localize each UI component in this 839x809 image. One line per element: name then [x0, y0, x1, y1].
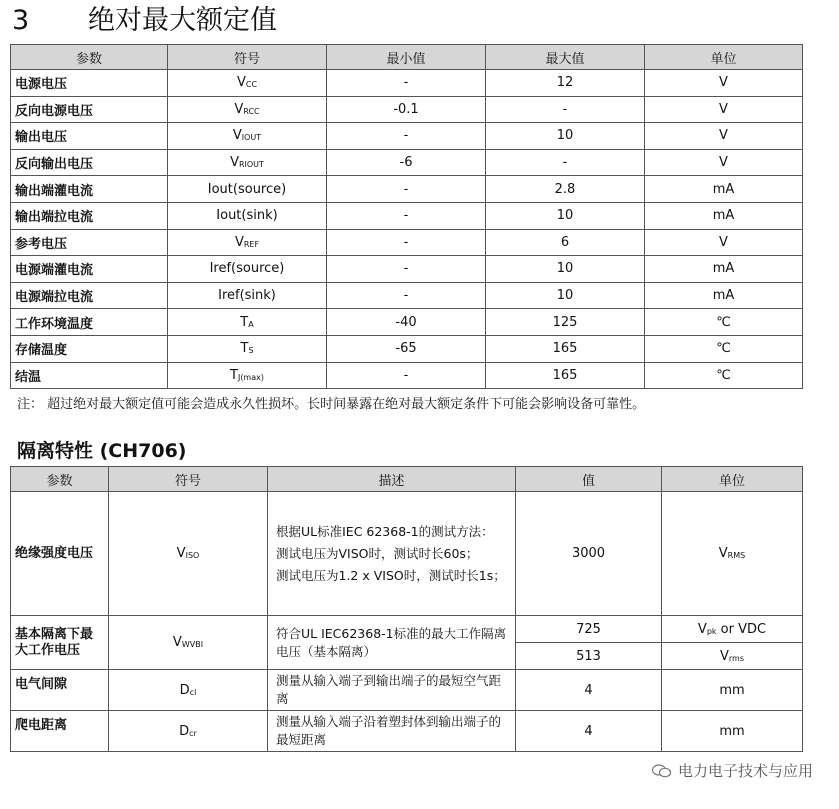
- param-cell: 电源端灌电流: [11, 256, 168, 283]
- description-line: 根据UL标准IEC 62368-1的测试方法：: [276, 523, 494, 539]
- description-cell: 测量从输入端子到输出端子的最短空气距离: [268, 670, 516, 711]
- table-row: [11, 176, 803, 203]
- value-cell: 4: [516, 711, 662, 752]
- max-value-cell: 12: [486, 70, 645, 97]
- min-value-cell: -: [327, 362, 486, 389]
- min-value-cell: -: [327, 70, 486, 97]
- max-value-cell: 165: [486, 362, 645, 389]
- unit-cell: V: [645, 96, 803, 123]
- table-row: [11, 123, 803, 150]
- max-value-cell: 10: [486, 202, 645, 229]
- column-header: 最大值: [486, 45, 645, 70]
- param-cell: 反向电源电压: [11, 96, 168, 123]
- table-header-row: [11, 467, 803, 492]
- table-row: [11, 492, 803, 616]
- min-value-cell: -: [327, 282, 486, 309]
- description-cell: 符合UL IEC62368-1标准的最大工作隔离电压（基本隔离）: [268, 616, 516, 670]
- symbol-cell: $D_{cr}$: [109, 711, 268, 752]
- unit-cell: mm: [662, 711, 803, 752]
- column-header: 描述: [268, 467, 516, 492]
- description-cell: [268, 492, 516, 616]
- max-value-cell: 10: [486, 282, 645, 309]
- table-row: [11, 335, 803, 362]
- value-cell: 513: [516, 643, 662, 670]
- symbol-cell: $V_{WVBI}$: [109, 616, 268, 670]
- symbol-cell: Iref(sink): [168, 282, 327, 309]
- max-value-cell: 2.8: [486, 176, 645, 203]
- section-heading: 绝对最大额定值: [88, 5, 277, 36]
- param-cell: 电源端拉电流: [11, 282, 168, 309]
- param-cell: 反向输出电压: [11, 149, 168, 176]
- param-cell: 存储温度: [11, 335, 168, 362]
- column-header: 最小值: [327, 45, 486, 70]
- symbol-cell: Iout(source): [168, 176, 327, 203]
- max-value-cell: -: [486, 149, 645, 176]
- symbol-cell: $T_{J(max)}$: [168, 362, 327, 389]
- column-header: 单位: [645, 45, 803, 70]
- table-row: [11, 670, 803, 711]
- symbol-cell: $V_{IOUT}$: [168, 123, 327, 150]
- param-cell: 结温: [11, 362, 168, 389]
- table-row: [11, 96, 803, 123]
- column-header: 单位: [662, 467, 803, 492]
- table-row: [11, 309, 803, 336]
- max-value-cell: -: [486, 96, 645, 123]
- table-header-row: [11, 45, 803, 70]
- param-cell: 输出端拉电流: [11, 202, 168, 229]
- section-title: [12, 4, 277, 38]
- max-value-cell: 125: [486, 309, 645, 336]
- table-row: [11, 229, 803, 256]
- param-cell: 输出端灌电流: [11, 176, 168, 203]
- table-row: [11, 282, 803, 309]
- column-header: 参数: [11, 467, 109, 492]
- unit-cell: mA: [645, 176, 803, 203]
- max-value-cell: 6: [486, 229, 645, 256]
- description-line: 测试电压为VISO时，测试时长60s；: [276, 545, 479, 561]
- unit-cell: mA: [645, 202, 803, 229]
- symbol-cell: $D_{cl}$: [109, 670, 268, 711]
- table-row: [11, 70, 803, 97]
- value-cell: 4: [516, 670, 662, 711]
- watermark-text: 电力电子技术与应用: [677, 762, 813, 780]
- unit-cell: mA: [645, 256, 803, 283]
- param-cell: 电气间隙: [11, 670, 109, 711]
- symbol-cell: $V_{REF}$: [168, 229, 327, 256]
- param-cell: 电源电压: [11, 70, 168, 97]
- section-heading-isolation: 隔离特性 (CH706): [17, 440, 187, 462]
- isolation-characteristics-table: [10, 466, 803, 752]
- min-value-cell: -0.1: [327, 96, 486, 123]
- min-value-cell: -: [327, 123, 486, 150]
- absolute-max-ratings-table: [10, 44, 803, 389]
- unit-cell: V: [645, 123, 803, 150]
- value-cell: 3000: [516, 492, 662, 616]
- max-value-cell: 10: [486, 256, 645, 283]
- param-cell: 输出电压: [11, 123, 168, 150]
- unit-cell: $V_{pk}$ or VDC: [662, 616, 803, 643]
- param-cell: 爬电距离: [11, 711, 109, 752]
- max-value-cell: 10: [486, 123, 645, 150]
- value-cell: 725: [516, 616, 662, 643]
- symbol-cell: $V_{RCC}$: [168, 96, 327, 123]
- table-row: [11, 202, 803, 229]
- table-row: [11, 149, 803, 176]
- unit-cell: ℃: [645, 335, 803, 362]
- column-header: 参数: [11, 45, 168, 70]
- table-row: [11, 362, 803, 389]
- symbol-cell: $T_S$: [168, 335, 327, 362]
- min-value-cell: -65: [327, 335, 486, 362]
- unit-cell: V: [645, 70, 803, 97]
- unit-cell: mA: [645, 282, 803, 309]
- symbol-cell: $V_{RIOUT}$: [168, 149, 327, 176]
- table-row: [11, 616, 803, 643]
- table-row: [11, 256, 803, 283]
- param-cell: 工作环境温度: [11, 309, 168, 336]
- column-header: 符号: [168, 45, 327, 70]
- symbol-cell: $V_{ISO}$: [109, 492, 268, 616]
- unit-cell: ℃: [645, 309, 803, 336]
- min-value-cell: -: [327, 256, 486, 283]
- description-line: 测试电压为1.2 x VISO时，测试时长1s；: [276, 567, 506, 583]
- unit-cell: mm: [662, 670, 803, 711]
- table-row: [11, 711, 803, 752]
- min-value-cell: -: [327, 229, 486, 256]
- unit-cell: ℃: [645, 362, 803, 389]
- min-value-cell: -6: [327, 149, 486, 176]
- param-cell: 参考电压: [11, 229, 168, 256]
- max-value-cell: 165: [486, 335, 645, 362]
- symbol-cell: Iref(source): [168, 256, 327, 283]
- section-number: 3: [12, 5, 30, 36]
- watermark: [652, 760, 813, 781]
- wechat-icon: [652, 764, 672, 778]
- symbol-cell: Iout(sink): [168, 202, 327, 229]
- unit-cell: $V_{rms}$: [662, 643, 803, 670]
- symbol-cell: $V_{CC}$: [168, 70, 327, 97]
- symbol-cell: $T_A$: [168, 309, 327, 336]
- unit-cell: V: [645, 229, 803, 256]
- column-header: 值: [516, 467, 662, 492]
- description-cell: 测量从输入端子沿着塑封体到输出端子的最短距离: [268, 711, 516, 752]
- unit-cell: $V_{RMS}$: [662, 492, 803, 616]
- param-cell: 绝缘强度电压: [11, 492, 109, 616]
- unit-cell: V: [645, 149, 803, 176]
- footnote: 注： 超过绝对最大额定值可能会造成永久性损坏。长时间暴露在绝对最大额定条件下可能会影响设备可靠性。: [17, 397, 646, 412]
- param-cell: 基本隔离下最大工作电压: [11, 616, 109, 670]
- min-value-cell: -: [327, 202, 486, 229]
- min-value-cell: -40: [327, 309, 486, 336]
- min-value-cell: -: [327, 176, 486, 203]
- column-header: 符号: [109, 467, 268, 492]
